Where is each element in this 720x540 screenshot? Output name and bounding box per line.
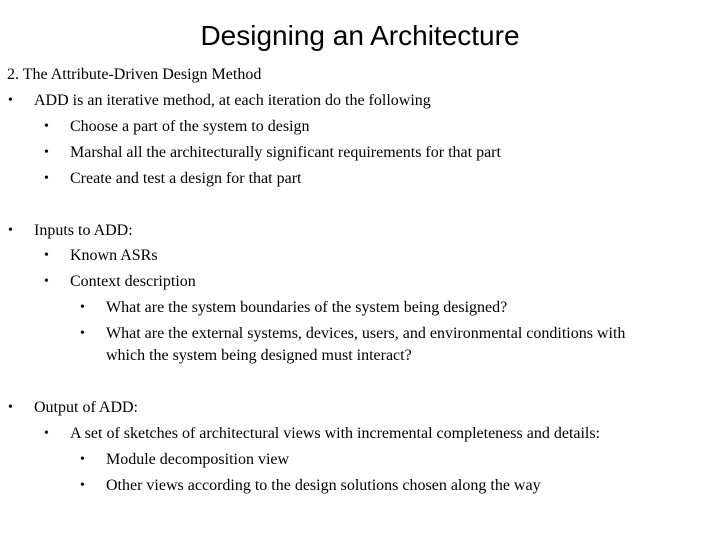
bullet-marker: • [44,171,49,186]
bullet-marker: • [80,452,85,467]
bullet-create-test-design: Create and test a design for that part [70,170,302,187]
bullet-add-iterative: ADD is an iterative method, at each iteration do the following [34,92,431,109]
bullet-inputs-to-add: Inputs to ADD: [34,222,133,239]
bullet-marker: • [44,426,49,441]
bullet-choose-part: Choose a part of the system to design [70,118,310,135]
bullet-set-of-sketches: A set of sketches of architectural views with incremental completeness and details: [70,425,601,442]
slide-title: Designing an Architecture [200,20,520,51]
bullet-marker: • [80,326,85,341]
bullet-marker: • [44,274,49,289]
bullet-marker: • [8,400,13,415]
bullet-context-description: Context description [70,273,196,290]
bullet-system-boundaries: What are the system boundaries of the system being designed? [106,299,508,316]
bullet-marker: • [80,300,85,315]
bullet-marker: • [8,93,13,108]
bullet-external-systems-continuation: which the system being designed must interact? [106,347,412,364]
bullet-marker: • [44,248,49,263]
bullet-module-decomposition-view: Module decomposition view [106,451,290,468]
bullet-marker: • [8,223,13,238]
section-heading: 2. The Attribute-Driven Design Method [7,66,262,83]
bullet-marker: • [80,478,85,493]
bullet-external-systems: What are the external systems, devices, users, and environmental conditions with [106,325,626,342]
bullet-known-asrs: Known ASRs [70,247,158,264]
bullet-marshal-requirements: Marshal all the architecturally significant requirements for that part [70,144,501,161]
bullet-marker: • [44,119,49,134]
bullet-output-of-add: Output of ADD: [34,399,138,416]
bullet-other-views: Other views according to the design solutions chosen along the way [106,477,541,494]
bullet-marker: • [44,145,49,160]
